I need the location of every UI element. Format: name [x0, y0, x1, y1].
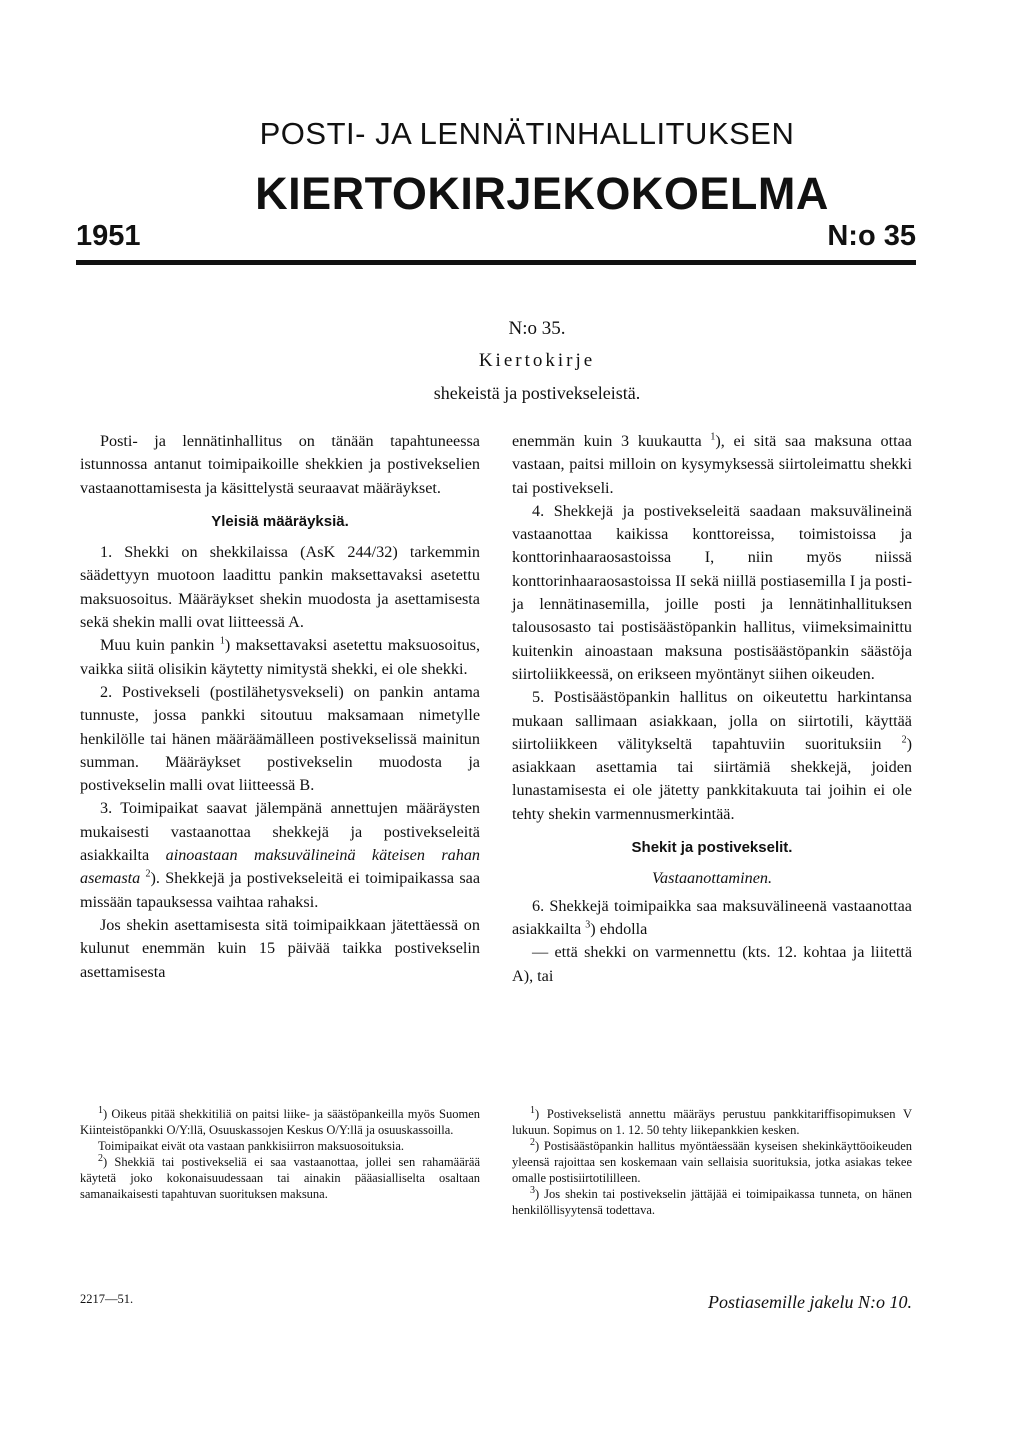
header-title-line2: KIERTOKIRJEKOKOELMA	[255, 168, 829, 219]
paragraph-2: 2. Postivekseli (postilähetysvekseli) on pankin antama tunnuste, jossa pankki sitoutuu maksamaan nimetylle henkilölle tai hänen määräämälleen postivekselissä mainitun summan. Määräykset postivekselin muodosta ja postivekselin malli ovat liitteessä B.	[80, 682, 480, 795]
header-number: N:o 35	[827, 220, 916, 252]
header-year: 1951	[76, 220, 141, 252]
paragraph-1: 1. Shekki on shekkilaissa (AsK 244/32) tarkemmin säädettyyn muotoon laadittu pankin maksettavaksi asetettu maksuosoitus. Määräykset shekin muodosta ja asettamisesta sekä shekin malli ovat liitteessä A.	[80, 543, 480, 632]
header-title-line1: POSTI- JA LENNÄTINHALLITUKSEN	[259, 116, 795, 151]
footnotes-left	[80, 1106, 480, 1202]
paragraph-1b: Muu kuin pankin $^1$) maksettavaksi asetettu maksuosoitus, vaikka siitä olisikin käytetty nimitystä shekki, ei ole shekki.	[80, 635, 481, 678]
footnote-right-1: $^1$) Postivekselistä annettu määräys perustuu pankkitariffisopimuksen V lukuun. Sopimus on 1. 12. 50 tehty liikepankkien kesken.	[512, 1104, 912, 1137]
paragraph-3: 3. Toimipaikat saavat jälempänä annettujen määräysten mukaisesti vastaanottaa shekkejä ja postivekseleitä asiakkailta ainoastaan maksuvälineinä käteisen rahan asemasta $^2$). Shekkejä ja postivekseleitä ei toimipaikassa saa missään tapauksessa vaihtaa rahaksi.	[80, 799, 481, 911]
paragraph-6: 5. Postisäästöpankin hallitus on oikeutettu harkintansa mukaan sallimaan asiakkaan, jolla on siirtotili, käyttää siirtoliikkeen välitykseltä tapahtuviin suorituksiin $^2$) asiakkaan asettamia tai siirtämiä shekkejä, joiden lunastamisesta ei ole jätetty pankkitakuuta tai joihin ei ole tehty shekin varmennusmerkintää.	[512, 688, 912, 823]
circular-number: N:o 35.	[508, 318, 566, 339]
subheading-receiving: Vastaanottaminen.	[651, 869, 773, 888]
left-column	[80, 430, 480, 984]
footnote-left-2: $^2$) Shekkiä tai postivekseliä ei saa vastaanottaa, jollei sen rahamäärää käytetä joko kokonaisuudessaan tai ainakin pääasialliselta osaltaan samanaikaisesti tapahtuvan suorituksen maksuna.	[80, 1152, 480, 1201]
footnote-right-2: $^2$) Postisäästöpankin hallitus myöntäessään kyseisen shekinkäyttöoikeuden yleensä rajoittaa sen koskemaan vain sellaisia suorituksia, jotka asiakas tekee omalle postisiirtotililleen.	[512, 1136, 912, 1185]
paragraph-4: Jos shekin asettamisesta sitä toimipaikkaan jätettäessä on kulunut enemmän kuin 15 päivää taikka postivekselin asettamisesta	[80, 915, 480, 981]
distribution-note: Postiasemille jakelu N:o 10.	[708, 1292, 912, 1312]
footnotes-right	[512, 1106, 912, 1218]
print-code: 2217—51.	[80, 1292, 134, 1306]
circular-type: Kiertokirje	[478, 350, 596, 371]
paragraph-5: 4. Shekkejä ja postivekseleitä saadaan maksuvälineinä vastaanottaa kaikissa konttoreissa, toimistoissa ja konttorinhaaraosastoissa I, niin myös niissä konttorinhaaraosastoissa II sekä niillä postiasemilla I ja posti- ja lennätinasemilla, joille posti ja lennätinhallituksen talousosasto tai postisäästöpankin hallitus, viimeksimainittu kuitenkin ainoastaan maksuna postisäästöpankin säästöja siirtoliikkeessä, on erikseen myöntänyt siihen oikeuden.	[512, 501, 912, 683]
paragraph-7: 6. Shekkejä toimipaikka saa maksuvälineenä vastaanottaa asiakkailta $^3$) ehdolla	[512, 896, 912, 938]
section-heading-general: Yleisiä määräyksiä.	[211, 512, 349, 530]
paragraph-4-continued: enemmän kuin 3 kuukautta $^1$), ei sitä saa maksuna ottaa vastaan, paitsi milloin on kysymyksessä siirtoleimattu shekki tai postivekseli.	[512, 431, 912, 497]
footnote-right-3: $^3$) Jos shekin tai postivekselin jättäjää ei toimipaikassa tunneta, on hänen henkilöllisyytensä todettava.	[512, 1184, 912, 1217]
footnote-left-1: $^1$) Oikeus pitää shekkitiliä on paitsi liike- ja säästöpankeilla myös Suomen Kiinteistöpankki O/Y:llä, Osuuskassojen Keskus O/Y:llä ja osuuskassoilla.	[80, 1104, 480, 1137]
circular-subject: shekeistä ja postivekseleistä.	[433, 383, 641, 403]
paragraph-8: — että shekki on varmennettu (kts. 12. kohtaa ja liitettä A), tai	[512, 943, 912, 985]
section-heading-cheques: Shekit ja postivekselit.	[631, 839, 793, 857]
footnote-left-1b: Toimipaikat eivät ota vastaan pankkisiirron maksuosoituksia.	[98, 1139, 405, 1153]
right-column	[512, 430, 912, 988]
header-rule	[76, 260, 916, 265]
intro-paragraph: Posti- ja lennätinhallitus on tänään tapahtuneessa istunnossa antanut toimipaikoille shekkien ja postivekselien vastaanottamisesta ja käsittelystä seuraavat määräykset.	[80, 432, 480, 497]
